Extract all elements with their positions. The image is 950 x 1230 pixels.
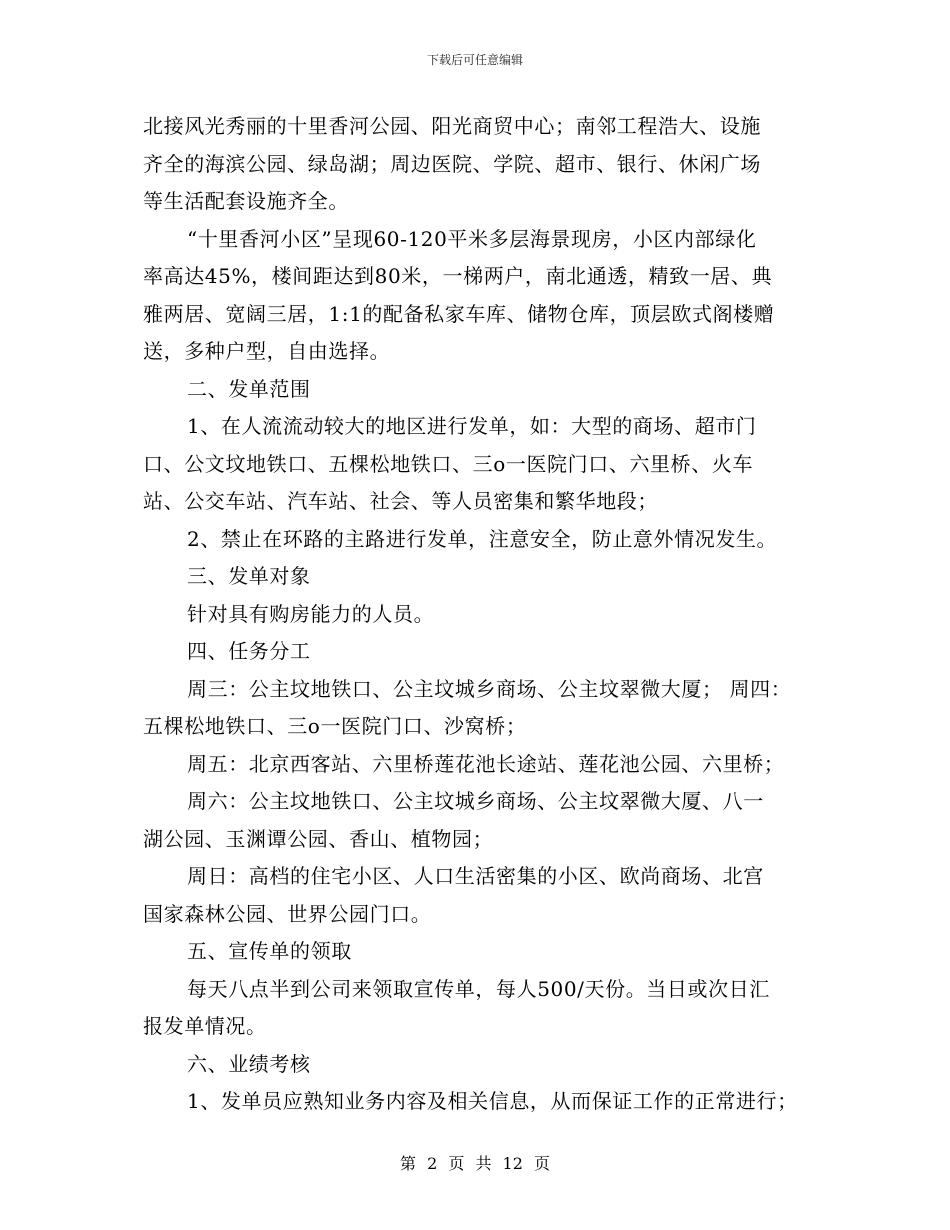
- text-line: 湖公园、玉渊谭公园、香山、植物园；: [143, 826, 494, 851]
- text-line: 周五：北京西客站、六里桥莲花池长途站、莲花池公园、六里桥；: [187, 751, 785, 776]
- text-line: 二、发单范围: [187, 376, 311, 401]
- text-line: 报发单情况。: [143, 1014, 267, 1038]
- text-line: 周日：高档的住宅小区、人口生活密集的小区、欧尚商场、北宫: [187, 864, 764, 888]
- text-line: 2、禁止在环路的主路进行发单，注意安全，防止意外情况发生。: [187, 526, 778, 551]
- text-line: 齐全的海滨公园、绿岛湖；周边医院、学院、超市、银行、休闲广场: [143, 151, 761, 176]
- page-header: 下载后可任意编辑: [426, 53, 523, 67]
- text-line: 雅两居、宽阔三居，1:1的配备私家车库、储物仓库，顶层欧式阁楼赠: [143, 301, 775, 326]
- text-line: 北接风光秀丽的十里香河公园、阳光商贸中心；南邻工程浩大、设施: [143, 114, 761, 138]
- text-line: 站、公交车站、汽车站、社会、等人员密集和繁华地段；: [143, 489, 658, 513]
- text-line: 六、业绩考核: [187, 1051, 311, 1076]
- text-line: 送，多种户型，自由选择。: [143, 339, 391, 363]
- text-line: 率高达45%，楼间距达到80米，一梯两户，南北通透，精致一居、典: [143, 264, 773, 288]
- text-line: 三、发单对象: [187, 564, 311, 588]
- text-line: 每天八点半到公司来领取宣传单，每人500/天份。当日或次日汇: [187, 976, 770, 1001]
- text-line: 针对具有购房能力的人员。: [187, 601, 435, 626]
- text-line: 四、任务分工: [187, 639, 311, 663]
- text-line: 国家森林公园、世界公园门口。: [143, 901, 432, 926]
- text-line: 1、发单员应熟知业务内容及相关信息，从而保证工作的正常进行；: [187, 1089, 798, 1113]
- text-line: 五、宣传单的领取: [187, 939, 352, 963]
- text-line: 周三：公主坟地铁口、公主坟城乡商场、公主坟翠微大厦； 周四：: [187, 676, 792, 701]
- text-line: 口、公文坟地铁口、五棵松地铁口、三o一医院门口、六里桥、火车: [143, 451, 754, 476]
- text-line: 周六：公主坟地铁口、公主坟城乡商场、公主坟翠微大厦、八一: [187, 789, 764, 813]
- text-line: 五棵松地铁口、三o一医院门口、沙窝桥；: [143, 714, 527, 738]
- text-line: 等生活配套设施齐全。: [143, 189, 349, 213]
- page-footer: 第 2 页 共 12 页: [400, 1154, 550, 1173]
- text-line: 1、在人流流动较大的地区进行发单，如：大型的商场、超市门: [187, 414, 757, 438]
- text-line: “十里香河小区”呈现60-120平米多层海景现房，小区内部绿化: [187, 226, 757, 251]
- document-body: [143, 108, 813, 1121]
